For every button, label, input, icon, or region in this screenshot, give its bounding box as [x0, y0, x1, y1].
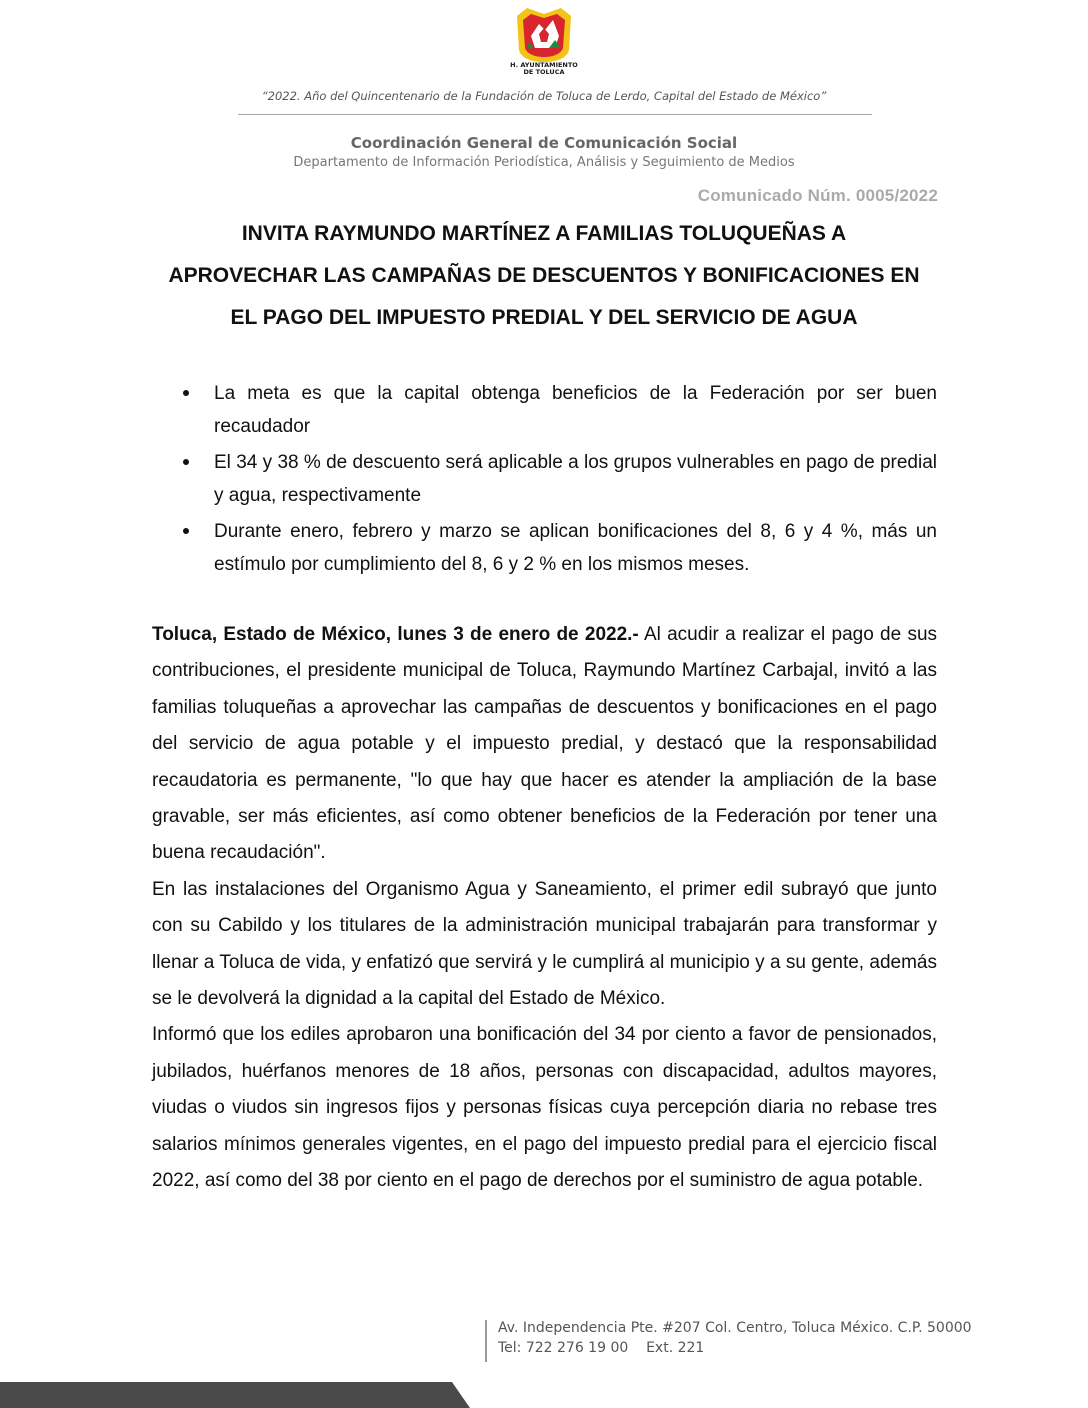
bullet-dot-icon — [183, 390, 189, 396]
body-paragraph-1-text: Al acudir a realizar el pago de sus contribuciones, el presidente municipal de Toluca, Raymundo Martínez Carbajal, invitó a las familias toluqueñas a aprovechar las campañas de descuentos y bonificaciones en el pago del servicio de agua potable y el impuesto predial, y destacó que la responsabilidad recaudatoria es permanente, "lo que hay que hacer es atender la ampliación de la base gravable, ser más eficientes, así como obtener beneficios de la Federación por tener una buena recaudación". — [152, 624, 938, 864]
logo-caption-line2: DE TOLUCA — [523, 68, 565, 76]
logo-caption-line1: H. AYUNTAMIENTO — [510, 61, 578, 69]
footer-band — [0, 1382, 470, 1408]
department-name: Coordinación General de Comunicación Social — [350, 134, 738, 152]
headline: INVITA RAYMUNDO MARTÍNEZ A FAMILIAS TOLUQUEÑAS A APROVECHAR LAS CAMPAÑAS DE DESCUENTOS Y BONIFICACIONES EN EL PAGO DEL IMPUESTO PREDIAL Y DEL SERVICIO DE AGUA — [168, 222, 920, 329]
subdepartment-name: Departamento de Información Periodística, Análisis y Seguimiento de Medios — [293, 155, 795, 170]
summary-bullet-list — [152, 377, 937, 584]
bullet-dot-icon — [183, 459, 189, 465]
release-number: Comunicado Núm. 0005/2022 — [697, 186, 938, 205]
dateline: Toluca, Estado de México, lunes 3 de enero de 2022.- — [152, 624, 639, 645]
summary-bullet — [152, 446, 937, 512]
header-divider — [238, 114, 872, 115]
footer-address: Av. Independencia Pte. #207 Col. Centro, Toluca México. C.P. 50000 — [498, 1320, 972, 1336]
summary-bullet — [152, 377, 937, 443]
summary-bullet — [152, 515, 937, 581]
footer-phone: Tel: 722 276 19 00 — [498, 1340, 629, 1356]
footer-extension: Ext. 221 — [646, 1340, 705, 1356]
summary-bullet-text: El 34 y 38 % de descuento será aplicable a los grupos vulnerables en pago de predial y agua, respectivamente — [214, 452, 937, 506]
logo-caption — [494, 62, 594, 76]
footer-phone-line — [498, 1340, 704, 1356]
year-motto: “2022. Año del Quincentenario de la Fundación de Toluca de Lerdo, Capital del Estado de México” — [261, 89, 827, 103]
press-release-body — [152, 617, 937, 1200]
body-paragraph-2: En las instalaciones del Organismo Agua y Saneamiento, el primer edil subrayó que junto con su Cabildo y los titulares de la administración municipal trabajarán para transformar y llenar a Toluca de vida, y enfatizó que servirá y le cumplirá al municipio y a su gente, además se le devolverá la dignidad a la capital del Estado de México. — [152, 878, 937, 1010]
footer-divider — [485, 1320, 487, 1362]
body-paragraph-3: Informó que los ediles aprobaron una bonificación del 34 por ciento a favor de pensionados, jubilados, huérfanos menores de 18 años, personas con discapacidad, adultos mayores, viudas o viudos sin ingresos fijos y personas físicas cuya percepción diaria no rebase tres salarios mínimos generales vigentes, en el pago del impuesto predial para el ejercicio fiscal 2022, así como del 38 por ciento en el pago de derechos por el suministro de agua potable. — [152, 1024, 937, 1192]
summary-bullet-text: Durante enero, febrero y marzo se aplican bonificaciones del 8, 6 y 4 %, más un estímulo por cumplimiento del 8, 6 y 2 % en los mismos meses. — [214, 521, 937, 575]
summary-bullet-text: La meta es que la capital obtenga beneficios de la Federación por ser buen recaudador — [214, 383, 937, 437]
body-paragraph-1 — [152, 617, 937, 872]
bullet-dot-icon — [183, 528, 189, 534]
